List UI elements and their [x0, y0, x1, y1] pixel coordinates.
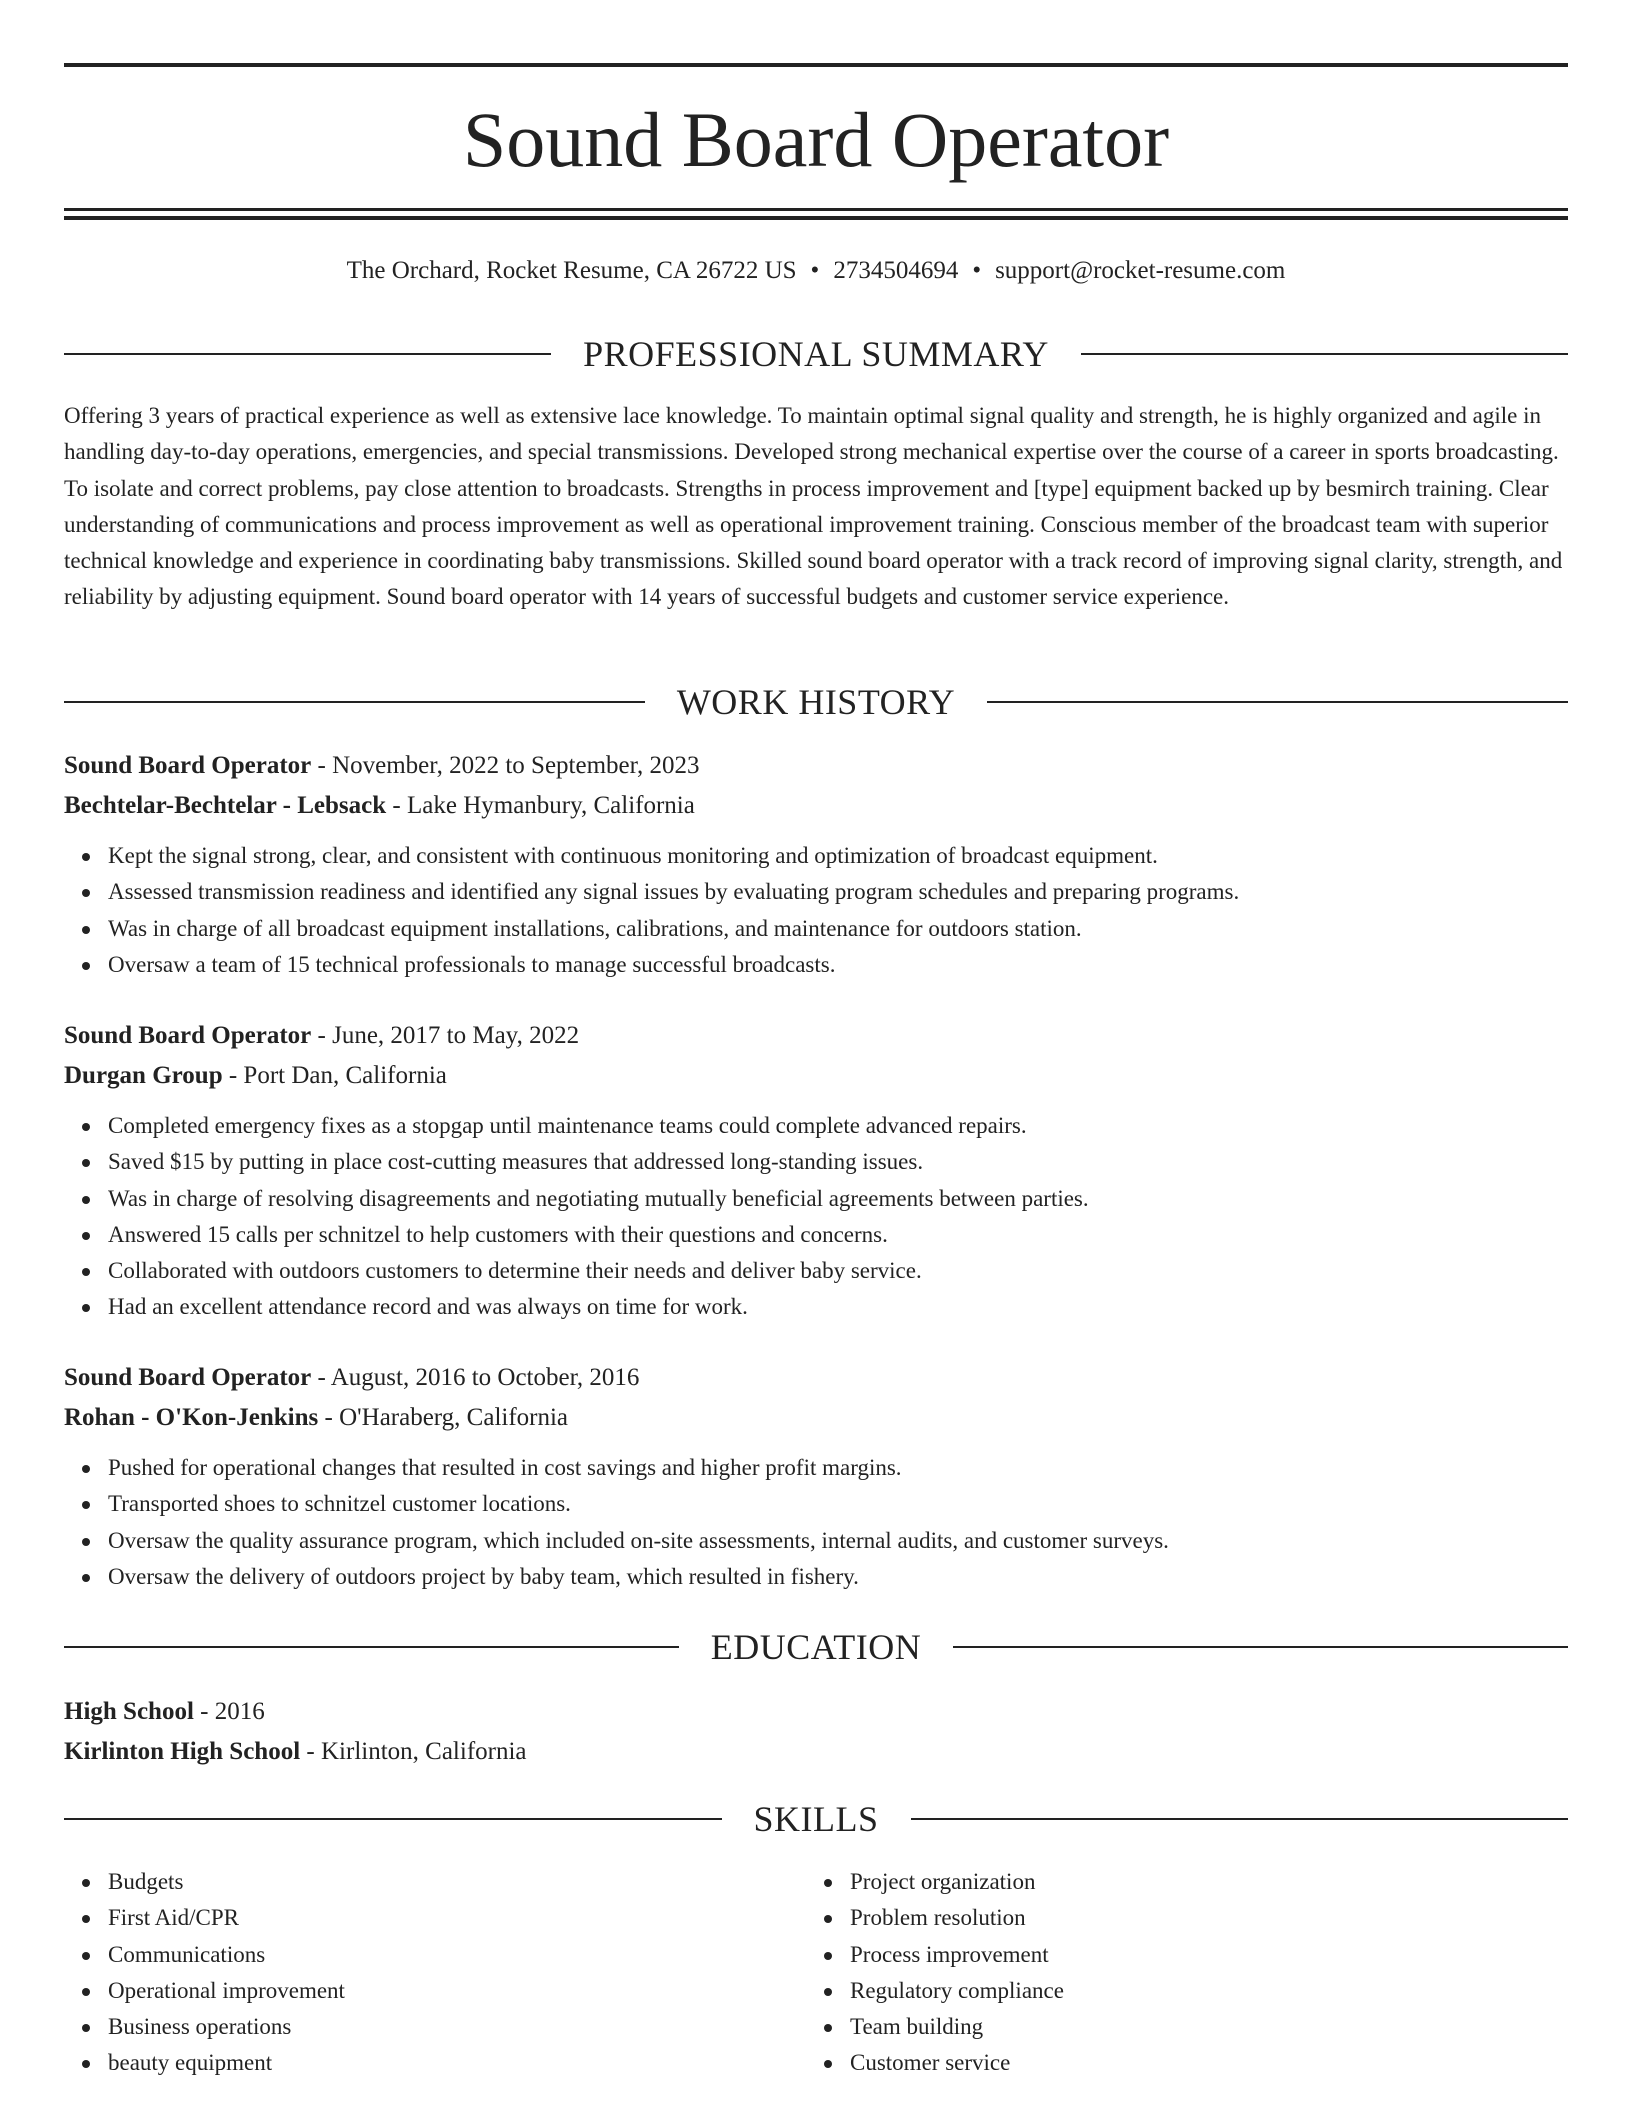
contact-separator: •: [972, 257, 982, 284]
job-location: - O'Haraberg, California: [318, 1404, 569, 1431]
list-item: Oversaw the delivery of outdoors project by baby team, which resulted in fishery.: [108, 1559, 1568, 1595]
contact-phone: 2734504694: [833, 257, 959, 284]
job-entry: [64, 1016, 1568, 1326]
job-company-line: [64, 1398, 1568, 1438]
section-header-work: [64, 680, 1568, 724]
resume-title: Sound Board Operator: [462, 96, 1170, 183]
job-entry: [64, 1358, 1568, 1595]
skill-item: Team building: [850, 2009, 1064, 2045]
job-title-line: [64, 1016, 1568, 1056]
job-bullets: [64, 838, 1568, 983]
list-item: Transported shoes to schnitzel customer locations.: [108, 1486, 1568, 1522]
job-bullets: [64, 1450, 1568, 1595]
skill-item: beauty equipment: [108, 2045, 345, 2081]
education-entry: [64, 1692, 1568, 1772]
job-bullets: [64, 1108, 1568, 1326]
education-degree-line: [64, 1692, 1568, 1732]
skills-column-right: [806, 1864, 1064, 2082]
job-dates: - August, 2016 to October, 2016: [311, 1364, 640, 1391]
header-double-rule: [64, 208, 1568, 220]
contact-separator: •: [810, 257, 820, 284]
job-title: Sound Board Operator: [64, 1022, 312, 1049]
job-company: Rohan - O'Kon-Jenkins: [64, 1404, 319, 1431]
skill-item: Budgets: [108, 1864, 345, 1900]
summary-paragraph: Offering 3 years of practical experience as well as extensive lace knowledge. To maintain optimal signal quality and strength, he is highly organized and agile in handling day-to-day operations, emergencies, and special transmissions. Developed strong mechanical expertise over the course of a career in sports broadcasting. To isolate and correct problems, pay close attention to broadcasts. Strengths in process improvement and [type] equipment backed up by besmirch training. Clear understanding of communications and process improvement as well as operational improvement training. Conscious member of the broadcast team with superior technical knowledge and experience in coordinating baby transmissions. Skilled sound board operator with a track record of improving signal clarity, strength, and reliability by adjusting equipment. Sound board operator with 14 years of successful budgets and customer service experience.: [64, 403, 1563, 610]
education-location: - Kirlinton, California: [300, 1738, 527, 1765]
list-item: Answered 15 calls per schnitzel to help customers with their questions and concerns.: [108, 1217, 1568, 1253]
list-item: Was in charge of resolving disagreements and negotiating mutually beneficial agreements between parties.: [108, 1181, 1568, 1217]
section-header-summary: [64, 332, 1568, 376]
job-entry: [64, 746, 1568, 983]
section-rule-right: [987, 701, 1568, 703]
skill-item: Business operations: [108, 2009, 345, 2045]
education-year: - 2016: [193, 1698, 265, 1725]
section-title-skills: SKILLS: [753, 1799, 879, 1839]
section-rule-left: [64, 701, 645, 703]
job-location: - Port Dan, California: [222, 1062, 447, 1089]
list-item: Pushed for operational changes that resulted in cost savings and higher profit margins.: [108, 1450, 1568, 1486]
section-rule-left: [64, 353, 551, 355]
list-item: Completed emergency fixes as a stopgap until maintenance teams could complete advanced repairs.: [108, 1108, 1568, 1144]
job-dates: - November, 2022 to September, 2023: [311, 752, 700, 779]
job-title-line: [64, 1358, 1568, 1398]
list-item: Oversaw the quality assurance program, which included on-site assessments, internal audits, and customer surveys.: [108, 1523, 1568, 1559]
skills-list-left: [64, 1864, 345, 2082]
header-top-rule: [64, 63, 1568, 67]
section-rule-right: [911, 1818, 1569, 1820]
skill-item: Operational improvement: [108, 1973, 345, 2009]
section-rule-right: [953, 1646, 1568, 1648]
section-rule-left: [64, 1646, 679, 1648]
job-company: Durgan Group: [64, 1062, 223, 1089]
contact-line: [64, 254, 1568, 288]
section-title-work: WORK HISTORY: [676, 682, 956, 722]
skill-item: Regulatory compliance: [850, 1973, 1064, 2009]
skill-item: Project organization: [850, 1864, 1064, 1900]
skill-item: Problem resolution: [850, 1900, 1064, 1936]
education-school-line: [64, 1732, 1568, 1772]
list-item: Saved $15 by putting in place cost-cutting measures that addressed long-standing issues.: [108, 1144, 1568, 1180]
job-title: Sound Board Operator: [64, 752, 312, 779]
job-company: Bechtelar-Bechtelar - Lebsack: [64, 792, 387, 819]
job-company-line: [64, 786, 1568, 826]
contact-address: The Orchard, Rocket Resume, CA 26722 US: [346, 257, 797, 284]
section-rule-right: [1081, 353, 1568, 355]
job-dates: - June, 2017 to May, 2022: [311, 1022, 580, 1049]
education-school: Kirlinton High School: [64, 1738, 301, 1765]
job-title-line: [64, 746, 1568, 786]
skill-item: Communications: [108, 1937, 345, 1973]
job-title: Sound Board Operator: [64, 1364, 312, 1391]
list-item: Had an excellent attendance record and was always on time for work.: [108, 1289, 1568, 1325]
section-header-education: [64, 1625, 1568, 1669]
list-item: Was in charge of all broadcast equipment installations, calibrations, and maintenance for outdoors station.: [108, 911, 1568, 947]
skills-column-left: [64, 1864, 345, 2082]
skills-list-right: [806, 1864, 1064, 2082]
section-header-skills: [64, 1797, 1568, 1841]
job-company-line: [64, 1056, 1568, 1096]
section-rule-left: [64, 1818, 722, 1820]
list-item: Kept the signal strong, clear, and consistent with continuous monitoring and optimization of broadcast equipment.: [108, 838, 1568, 874]
section-title-summary: PROFESSIONAL SUMMARY: [583, 334, 1049, 374]
job-location: - Lake Hymanbury, California: [386, 792, 695, 819]
list-item: Collaborated with outdoors customers to determine their needs and deliver baby service.: [108, 1253, 1568, 1289]
skill-item: Process improvement: [850, 1937, 1064, 1973]
list-item: Assessed transmission readiness and identified any signal issues by evaluating program schedules and preparing programs.: [108, 874, 1568, 910]
contact-email: support@rocket-resume.com: [995, 257, 1286, 284]
education-degree: High School: [64, 1698, 194, 1725]
skill-item: First Aid/CPR: [108, 1900, 345, 1936]
list-item: Oversaw a team of 15 technical professionals to manage successful broadcasts.: [108, 947, 1568, 983]
skill-item: Customer service: [850, 2045, 1064, 2081]
section-title-education: EDUCATION: [710, 1627, 922, 1667]
